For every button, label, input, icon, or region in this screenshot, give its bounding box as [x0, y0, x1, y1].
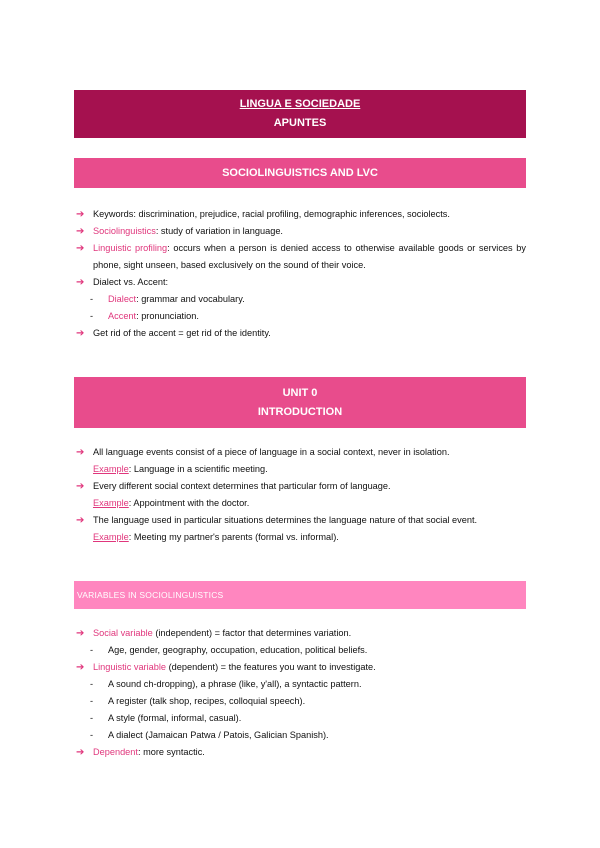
list-item-language-events — [74, 444, 526, 461]
dash-bullet: - — [90, 696, 94, 706]
arrow-icon: ➔ — [76, 277, 85, 288]
list-item-linguistic-variable — [74, 659, 526, 676]
unit-title: UNIT 0 — [282, 386, 318, 399]
list-item-social-context — [74, 478, 526, 495]
definition-accent: : pronunciation. — [136, 311, 199, 321]
section-banner-sociolinguistics — [74, 158, 526, 188]
list-item-sociolinguistics — [74, 223, 526, 240]
example-label: Example — [93, 532, 129, 542]
list-item-keywords — [74, 206, 526, 223]
list-item-linguistic-profiling — [74, 240, 526, 274]
section-title: SOCIOLINGUISTICS AND LVC — [222, 166, 378, 179]
definition-linguistic-variable: (dependent) = the features you want to investigate. — [166, 662, 376, 672]
subsection-title: VARIABLES IN SOCIOLINGUISTICS — [77, 590, 224, 600]
dash-bullet: - — [90, 294, 94, 304]
unit-subtitle: INTRODUCTION — [257, 405, 343, 418]
arrow-icon: ➔ — [76, 447, 85, 458]
sub-item-dialect-examples — [74, 727, 526, 744]
register-text: A register (talk shop, recipes, colloquial speech). — [108, 696, 306, 706]
arrow-icon: ➔ — [76, 662, 85, 673]
dialect-examples-text: A dialect (Jamaican Patwa / Patois, Galician Spanish). — [108, 730, 329, 740]
arrow-icon: ➔ — [76, 628, 85, 639]
list-item-dialect-vs-accent — [74, 274, 526, 291]
example-line-3 — [74, 529, 526, 546]
dash-bullet: - — [90, 645, 94, 655]
language-events-text: All language events consist of a piece of language in a social context, never in isolation. — [93, 447, 450, 457]
example-label: Example — [93, 498, 129, 508]
style-text: A style (formal, informal, casual). — [108, 713, 242, 723]
arrow-icon: ➔ — [76, 481, 85, 492]
identity-text: Get rid of the accent = get rid of the identity. — [93, 328, 271, 338]
list-item-dependent — [74, 744, 526, 761]
subsection-bar-variables — [74, 581, 526, 609]
example-line-2 — [74, 495, 526, 512]
sub-item-dialect — [74, 291, 526, 308]
social-context-text: Every different social context determines that particular form of language. — [93, 481, 391, 491]
keywords-text: Keywords: discrimination, prejudice, racial profiling, demographic inferences, sociolects. — [93, 209, 450, 219]
sub-item-style — [74, 710, 526, 727]
term-sociolinguistics: Sociolinguistics — [93, 226, 156, 236]
arrow-icon: ➔ — [76, 243, 85, 254]
term-dialect: Dialect — [108, 294, 137, 304]
term-linguistic-variable: Linguistic variable — [93, 662, 167, 672]
social-factors-text: Age, gender, geography, occupation, education, political beliefs. — [108, 645, 368, 655]
arrow-icon: ➔ — [76, 515, 85, 526]
section-banner-unit0 — [74, 377, 526, 428]
sub-item-social-factors — [74, 642, 526, 659]
example-text-1: : Language in a scientific meeting. — [128, 464, 268, 474]
list-item-identity — [74, 325, 526, 342]
section-variables-content — [74, 625, 526, 761]
document-subtitle: APUNTES — [273, 117, 327, 129]
term-social-variable: Social variable — [93, 628, 153, 638]
language-nature-text: The language used in particular situations determines the language nature of that social event. — [93, 515, 478, 525]
dialect-vs-accent-text: Dialect vs. Accent: — [93, 277, 169, 287]
definition-dialect: : grammar and vocabulary. — [136, 294, 245, 304]
sub-item-sound — [74, 676, 526, 693]
definition-linguistic-profiling: : occurs when a person is denied access to otherwise available goods or services by phone, sight unseen, based exclusively on the sound of their voice. — [93, 243, 526, 270]
term-linguistic-profiling: Linguistic profiling — [93, 243, 168, 253]
arrow-icon: ➔ — [76, 328, 85, 339]
arrow-icon: ➔ — [76, 226, 85, 237]
section-sociolinguistics-content — [74, 206, 526, 342]
title-banner — [74, 90, 526, 138]
list-item-social-variable — [74, 625, 526, 642]
list-item-language-nature — [74, 512, 526, 529]
arrow-icon: ➔ — [76, 209, 85, 220]
example-label: Example — [93, 464, 129, 474]
example-text-3: : Meeting my partner's parents (formal vs. informal). — [128, 532, 339, 542]
dash-bullet: - — [90, 713, 94, 723]
document-title: LINGUA E SOCIEDADE — [239, 98, 361, 110]
dash-bullet: - — [90, 679, 94, 689]
definition-dependent: : more syntactic. — [137, 747, 205, 757]
arrow-icon: ➔ — [76, 747, 85, 758]
example-text-2: : Appointment with the doctor. — [128, 498, 250, 508]
sub-item-register — [74, 693, 526, 710]
example-line-1 — [74, 461, 526, 478]
definition-social-variable: (independent) = factor that determines variation. — [152, 628, 352, 638]
sub-item-accent — [74, 308, 526, 325]
term-accent: Accent — [108, 311, 137, 321]
sound-text: A sound ch-dropping), a phrase (like, y'all), a syntactic pattern. — [108, 679, 362, 689]
definition-sociolinguistics: : study of variation in language. — [155, 226, 283, 236]
section-unit0-content — [74, 444, 526, 546]
term-dependent: Dependent — [93, 747, 138, 757]
dash-bullet: - — [90, 730, 94, 740]
dash-bullet: - — [90, 311, 94, 321]
